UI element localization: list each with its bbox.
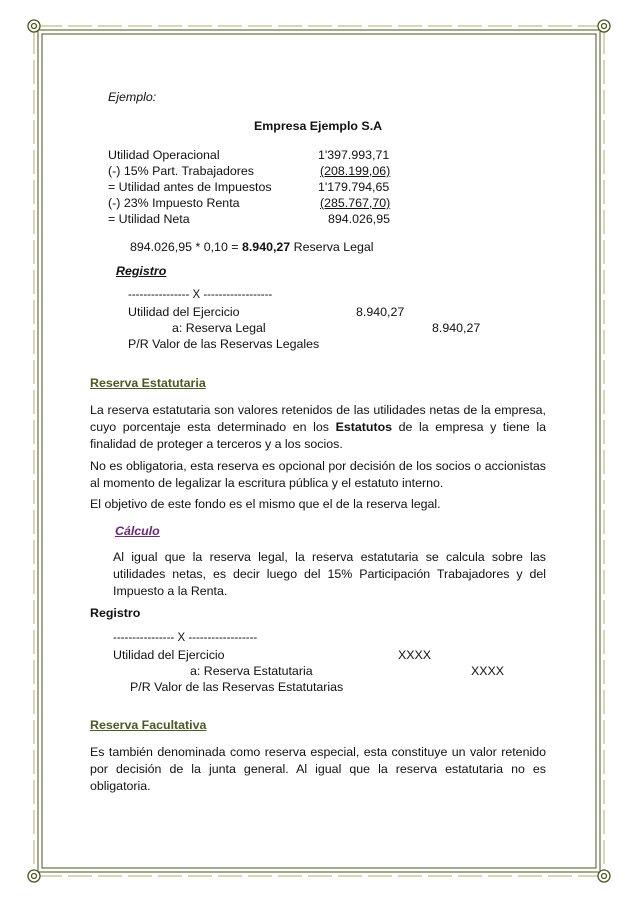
journal-debit-amount: 8.940,27: [356, 305, 405, 319]
statement-row-value: 894.026,95: [328, 212, 391, 226]
company-title: Empresa Ejemplo S.A: [254, 119, 383, 133]
statement-row-value: 1'179.794,65: [318, 180, 390, 194]
journal-credit-amount: XXXX: [471, 664, 505, 678]
journal-separator: ---------------- X ------------------: [113, 632, 258, 644]
journal-credit-amount: 8.940,27: [432, 321, 481, 335]
journal-debit-amount: XXXX: [398, 648, 432, 662]
statement-row-value: 1'397.993,71: [318, 148, 390, 162]
text-span: de la empresa y tiene la finalidad de proteger a terceros y a los socios.: [90, 420, 546, 451]
registro-heading: Registro: [116, 264, 167, 278]
estatutaria-paragraph-2: No es obligatoria, esta reserva es opcional por decisión de los socios o accionistas al momento de legalizar la escritura pública y el estatuto interno.: [90, 459, 546, 490]
registro-heading: Registro: [90, 606, 141, 620]
example-label: Ejemplo:: [108, 90, 157, 104]
journal-credit-account: a: Reserva Estatutaria: [190, 664, 313, 678]
calculo-heading: Cálculo: [115, 524, 160, 538]
statement-row-label: Utilidad Operacional: [108, 148, 220, 162]
statement-row-label: (-) 15% Part. Trabajadores: [108, 164, 254, 178]
statement-row-label: (-) 23% Impuesto Renta: [108, 196, 240, 210]
calc-prefix: 894.026,95 * 0,10 =: [130, 240, 242, 254]
text-span: La reserva estatutaria son valores retenidos de las utilidades netas de la empresa, cuyo porcentaje esta determinado en los: [90, 403, 546, 434]
journal-credit-account: a: Reserva Legal: [172, 321, 266, 335]
facultativa-paragraph: Es también denominada como reserva especial, esta constituye un valor retenido por decisión de la junta general. Al igual que la reserva estatutaria no es obligatoria.: [90, 745, 546, 793]
section-heading-facultativa: Reserva Facultativa: [90, 718, 207, 732]
estatutaria-paragraph-3: El objetivo de este fondo es el mismo que el de la reserva legal.: [90, 497, 441, 511]
text-bold: Estatutos: [335, 420, 393, 434]
journal-description: P/R Valor de las Reservas Estatutarias: [130, 680, 344, 694]
calc-result: 8.940,27: [241, 240, 291, 254]
section-heading-estatutaria: Reserva Estatutaria: [90, 376, 206, 390]
statement-row-value: (285.767,70): [320, 196, 391, 210]
statement-row-label: = Utilidad Neta: [108, 212, 190, 226]
statement-row-value: (208.199,06): [320, 164, 391, 178]
estatutaria-paragraph-1: [90, 402, 546, 453]
calc-suffix: Reserva Legal: [290, 240, 374, 254]
journal-debit-account: Utilidad del Ejercicio: [128, 305, 240, 319]
journal-description: P/R Valor de las Reservas Legales: [128, 337, 320, 351]
journal-separator: ---------------- X ------------------: [128, 289, 273, 301]
legal-reserve-calculation: [130, 240, 374, 255]
journal-debit-account: Utilidad del Ejercicio: [113, 648, 225, 662]
statement-row-label: = Utilidad antes de Impuestos: [108, 180, 272, 194]
calculo-paragraph: Al igual que la reserva legal, la reserva estatutaria se calcula sobre las utilidades netas, es decir luego del 15% Participación Trabajadores y del Impuesto a la Renta.: [113, 550, 546, 598]
